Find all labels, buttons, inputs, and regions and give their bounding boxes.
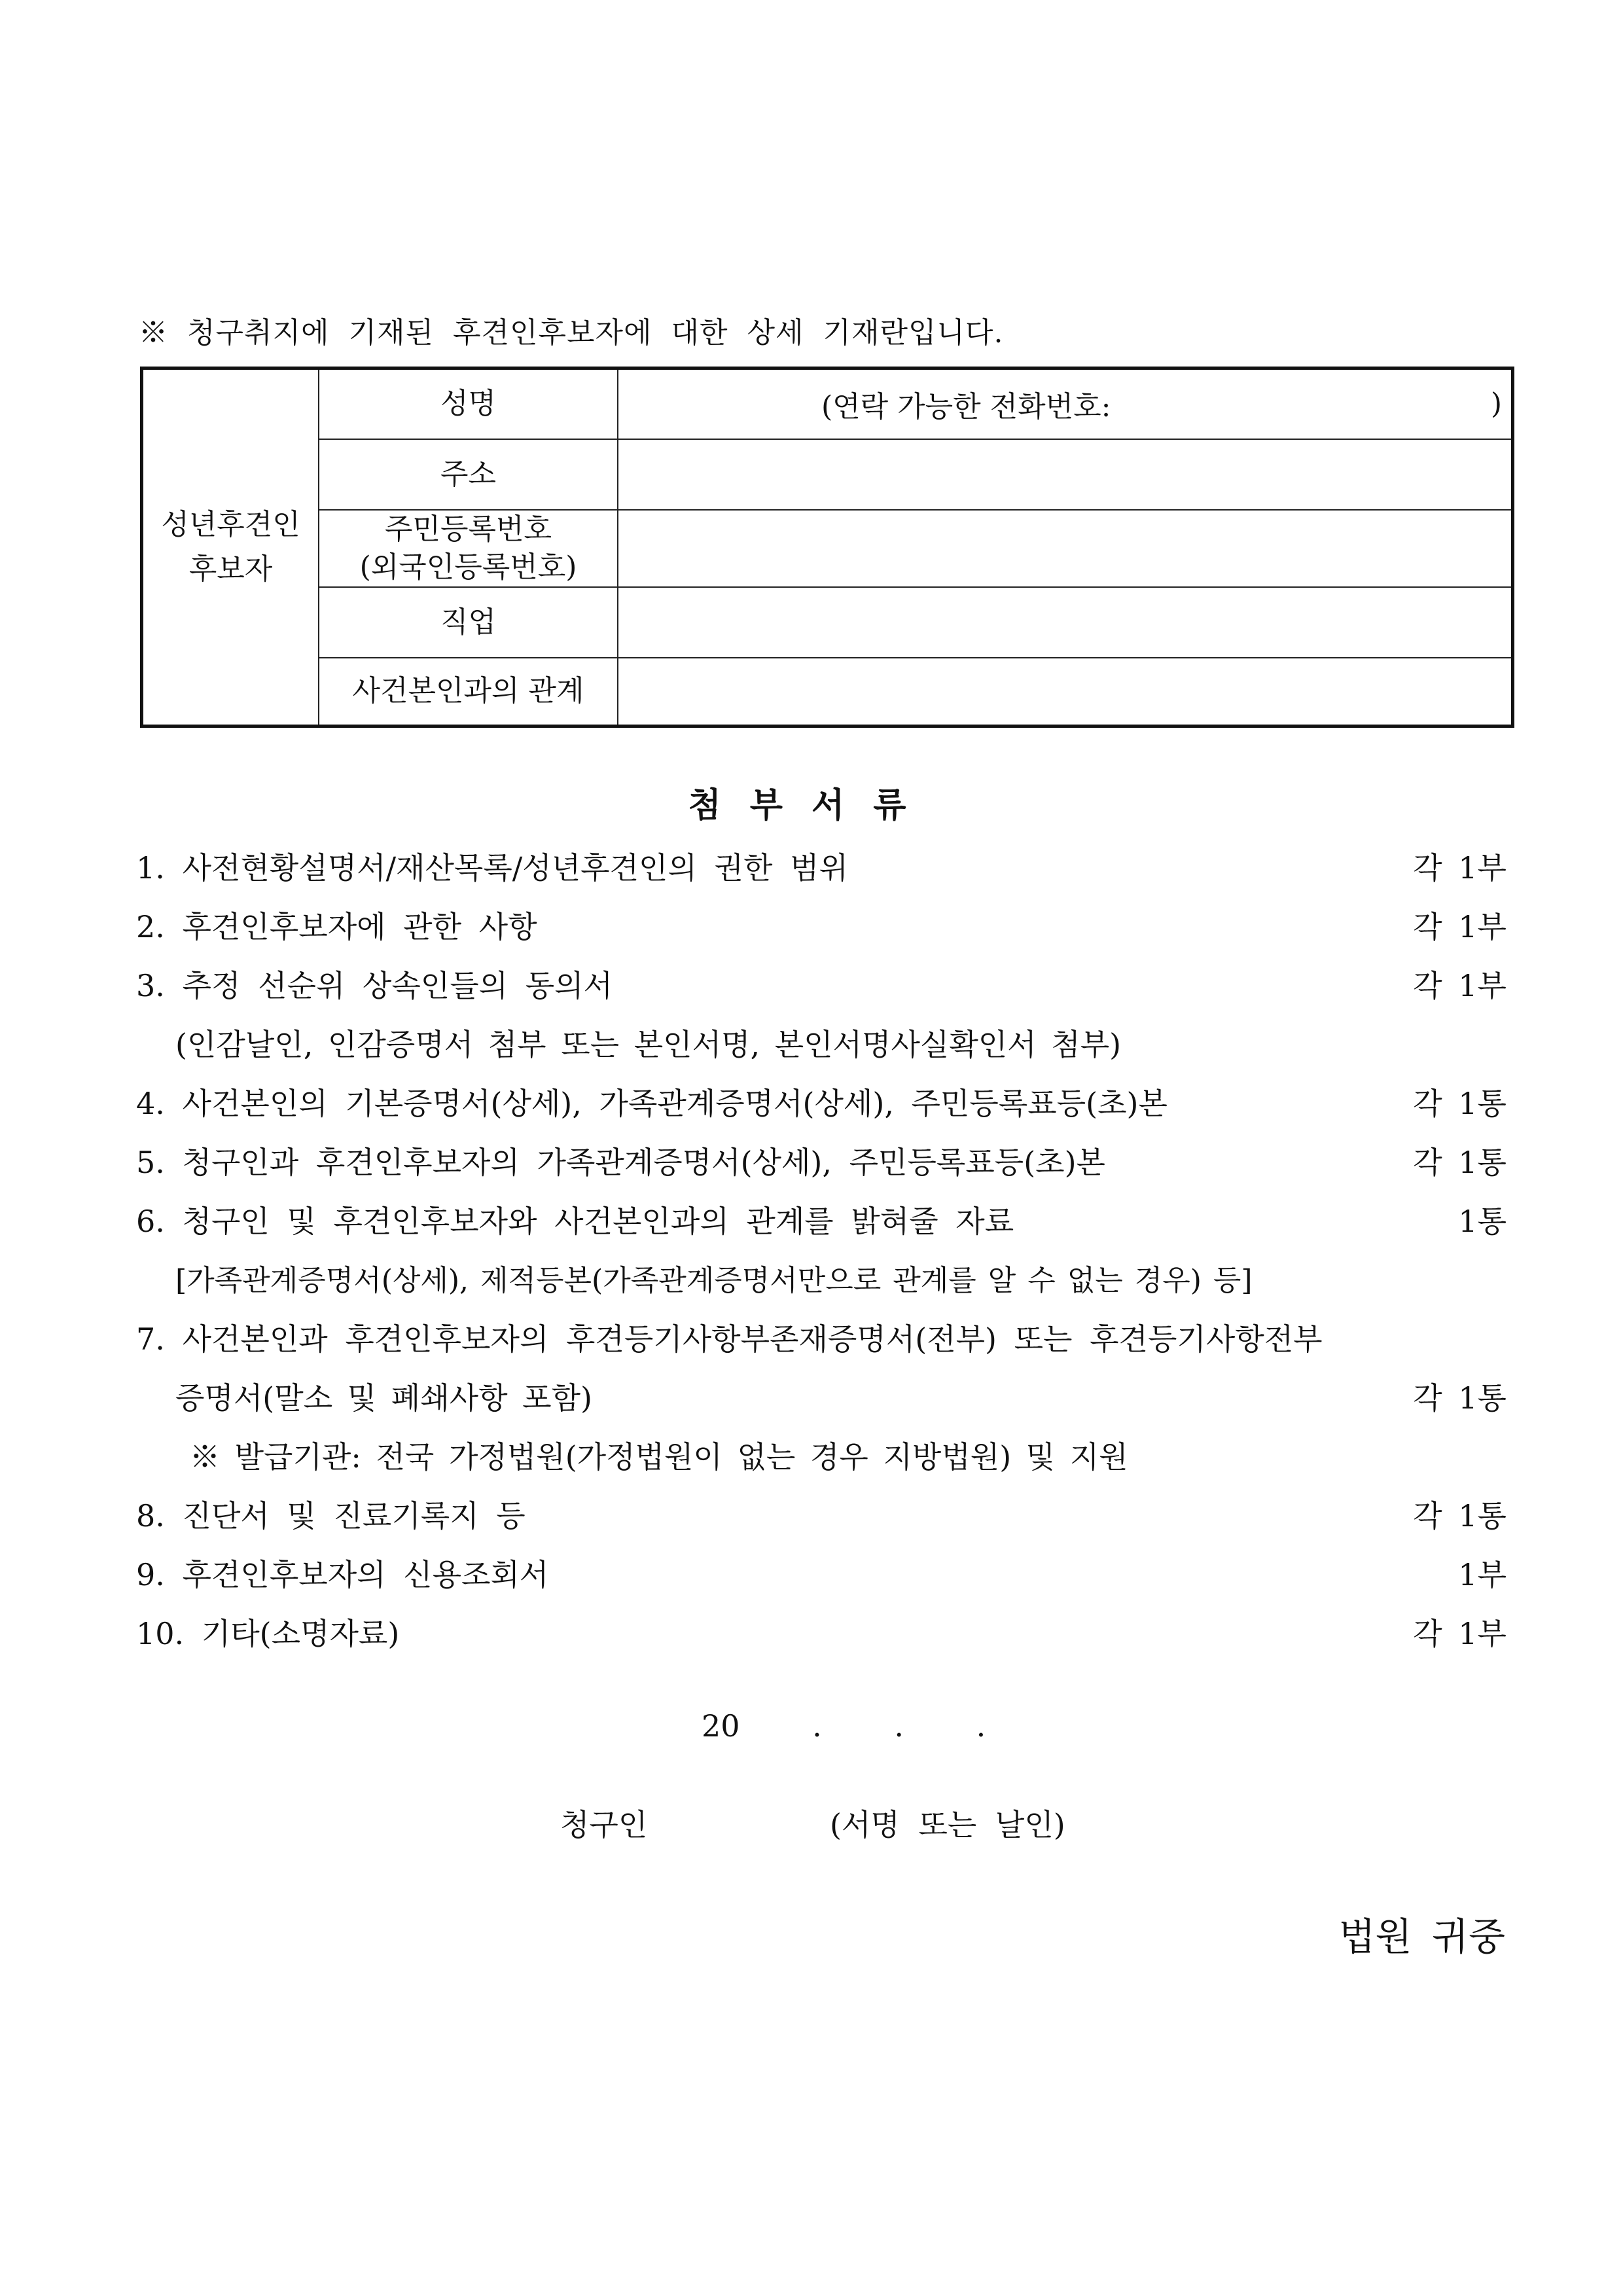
attachment-count-3: 각 1부: [1413, 968, 1507, 1003]
guardian-candidate-label: [142, 368, 319, 726]
side-label-line1: 성년후견인: [161, 508, 300, 541]
phone-label: (연락 가능한 전화번호:: [821, 390, 1111, 424]
attachment-item-1: 1. 사전현황설명서/재산목록/성년후견인의 권한 범위: [136, 850, 848, 886]
attachment-count-10: 각 1부: [1413, 1616, 1507, 1651]
attachment-count-6: 1통: [1458, 1204, 1507, 1239]
side-label-line2: 후보자: [188, 552, 273, 586]
attachment-item-6: 6. 청구인 및 후견인후보자와 사건본인과의 관계를 밝혀줄 자료: [136, 1204, 1014, 1239]
attachment-item-3: 3. 추정 선순위 상속인들의 동의서: [136, 968, 613, 1003]
attachment-item-7-cont: 증명서(말소 및 폐쇄사항 포함): [175, 1380, 592, 1416]
notice-text: ※ 청구취지에 기재된 후견인후보자에 대한 상세 기재란입니다.: [139, 316, 1004, 350]
attachment-item-5: 5. 청구인과 후견인후보자의 가족관계증명서(상세), 주민등록표등(초)본: [136, 1145, 1105, 1180]
resident-number-line2: (외국인등록번호): [359, 550, 577, 584]
occupation-value-cell[interactable]: [618, 587, 1513, 658]
attachment-item-10: 10. 기타(소명자료): [136, 1616, 400, 1651]
attachment-item-7: 7. 사건본인과 후견인후보자의 후견등기사항부존재증명서(전부) 또는 후견등기사항전부: [136, 1321, 1323, 1357]
attachment-item-3-note: (인감날인, 인감증명서 첨부 또는 본인서명, 본인서명사실확인서 첨부): [175, 1027, 1122, 1062]
address-label: 주소: [319, 439, 618, 510]
occupation-label: 직업: [319, 587, 618, 658]
name-label: 성명: [319, 368, 618, 439]
date-line[interactable]: 20 . . .: [702, 1708, 986, 1744]
name-value-cell[interactable]: [618, 368, 1513, 439]
attachment-count-8: 각 1통: [1413, 1498, 1507, 1534]
attachment-count-7: 각 1통: [1413, 1380, 1507, 1416]
attachment-count-9: 1부: [1458, 1557, 1507, 1592]
attachment-item-6-note: [가족관계증명서(상세), 제적등본(가족관계증명서만으로 관계를 알 수 없는 경우) 등]: [175, 1264, 1253, 1297]
relationship-label: 사건본인과의 관계: [319, 658, 618, 726]
attachment-item-8: 8. 진단서 및 진료기록지 등: [136, 1498, 526, 1534]
phone-close-paren: ): [1490, 387, 1502, 421]
claimant-label: 청구인: [560, 1807, 648, 1842]
attachments-title: 첨부서류: [688, 785, 935, 825]
relationship-value-cell[interactable]: [618, 658, 1513, 726]
attachment-item-9: 9. 후견인후보자의 신용조회서: [136, 1557, 549, 1592]
attachment-count-5: 각 1통: [1413, 1145, 1507, 1180]
signature-note[interactable]: (서명 또는 날인): [830, 1807, 1065, 1842]
resident-number-label: [319, 510, 618, 587]
court-addressee: 법원 귀중: [1338, 1914, 1505, 1959]
resident-number-line1: 주민등록번호: [384, 512, 552, 546]
resident-number-value-cell[interactable]: [618, 510, 1513, 587]
attachment-item-4: 4. 사건본인의 기본증명서(상세), 가족관계증명서(상세), 주민등록표등(초)본: [136, 1086, 1168, 1121]
attachment-count-2: 각 1부: [1413, 909, 1507, 944]
attachment-count-1: 각 1부: [1413, 850, 1507, 886]
issuing-agency-note: ※ 발급기관: 전국 가정법원(가정법원이 없는 경우 지방법원) 및 지원: [190, 1439, 1128, 1475]
guardian-candidate-table: [140, 367, 1514, 728]
attachment-count-4: 각 1통: [1413, 1086, 1507, 1121]
address-value-cell[interactable]: [618, 439, 1513, 510]
attachment-item-2: 2. 후견인후보자에 관한 사항: [136, 909, 537, 944]
